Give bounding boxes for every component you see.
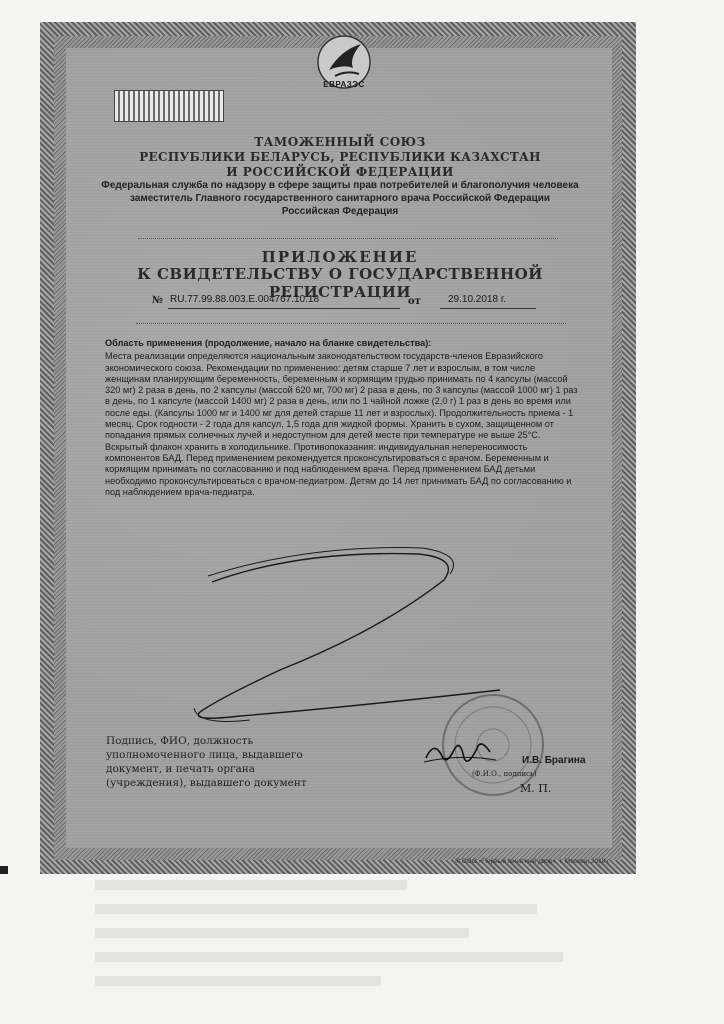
registration-row [136, 294, 606, 312]
registration-date: 29.10.2018 г. [448, 294, 507, 305]
header-line-3: И РОССИЙСКОЙ ФЕДЕРАЦИИ [226, 165, 454, 179]
handwritten-signature [420, 732, 500, 772]
document-subtitle: К СВИДЕТЕЛЬСТВУ О ГОСУДАРСТВЕННОЙ РЕГИСТРАЦИИ [137, 265, 543, 301]
scope-section [105, 338, 583, 498]
header-line-5: заместитель Главного государственного санитарного врача Российской Федерации [129, 193, 551, 204]
scan-mark [0, 866, 8, 874]
hologram-sticker [114, 90, 224, 122]
emblem-label: ЕВРАЗЭС [323, 80, 365, 89]
scope-text: Места реализации определяются национальным законодательством государств-членов Евразийского экономического союза. Рекомендации по применению: детям старше 7 лет и взрослым, в том числе женщинам планирующим беременность, беременным и кормящим грудью принимать по 4 капсулы (массой 320 мг) 2 раза в день, по 2 капсулы (массой 620 мг, 700 мг) 2 раза в день, по 3 капсулы (массой 1000 мг) 1 раз в день, по 1 капсуле (массой 1400 мг) 2 раза в день, или по 1 чайной ложке (2,0 г) 1 раз в день во время или после еды. (Капсулы 1000 мг и 1400 мг для детей старше 11 лет и взрослых). Продолжительность приема - 1 месяц. Срок годности - 2 года для капсул, 1,5 года для жидкой формы. Хранить в сухом, защищенном от попадания прямых солнечных лучей и недоступном для детей месте при температуре не выше 25°С. Вскрытый флакон хранить в холодильнике. Противопоказания: индивидуальная непереносимость компонентов БАД. Перед применением рекомендуется проконсультироваться с врачом. Беременным и кормящим принимать по согласованию и под наблюдением врача. Перед применением БАД детьми необходимо проконсультироваться с врачом-педиатром. Детям до 14 лет принимать БАД по согласованию и под наблюдением врача-педиатра. [105, 351, 578, 497]
number-underline [168, 308, 400, 309]
header-line-1: ТАМОЖЕННЫЙ СОЮЗ [254, 135, 426, 149]
divider-line [138, 233, 558, 239]
printer-imprint: © ООО «Первый печатный двор», г. Москва, 2018 г. [455, 858, 611, 865]
fio-caption: (Ф.И.О., подпись) [472, 770, 537, 778]
signature-caption: Подпись, ФИО, должность уполномоченного лица, выдавшего документ, и печать органа (учреждения), выдавшего документ [106, 735, 307, 789]
stamp-place-label: М. П. [520, 782, 552, 795]
date-label: от [408, 296, 421, 307]
header-line-2: РЕСПУБЛИКИ БЕЛАРУСЬ, РЕСПУБЛИКИ КАЗАХСТАН [139, 150, 541, 164]
divider-line-2 [136, 318, 566, 324]
bleed-through-text [95, 880, 615, 1010]
eurasec-bird-icon [309, 30, 379, 100]
header-line-4: Федеральная служба по надзору в сфере защиты прав потребителей и благополучия человека [101, 180, 579, 191]
signer-name: И.В. Брагина [522, 755, 586, 766]
date-underline [440, 308, 536, 309]
registration-number: RU.77.99.88.003.E.004767.10.18 [170, 294, 320, 305]
certificate-sheet [40, 22, 636, 874]
document-title: ПРИЛОЖЕНИЕ [261, 248, 419, 266]
header-line-6: Российская Федерация [281, 206, 399, 217]
number-label: № [152, 295, 163, 306]
scope-title: Область применения (продолжение, начало на бланке свидетельства): [105, 338, 432, 348]
